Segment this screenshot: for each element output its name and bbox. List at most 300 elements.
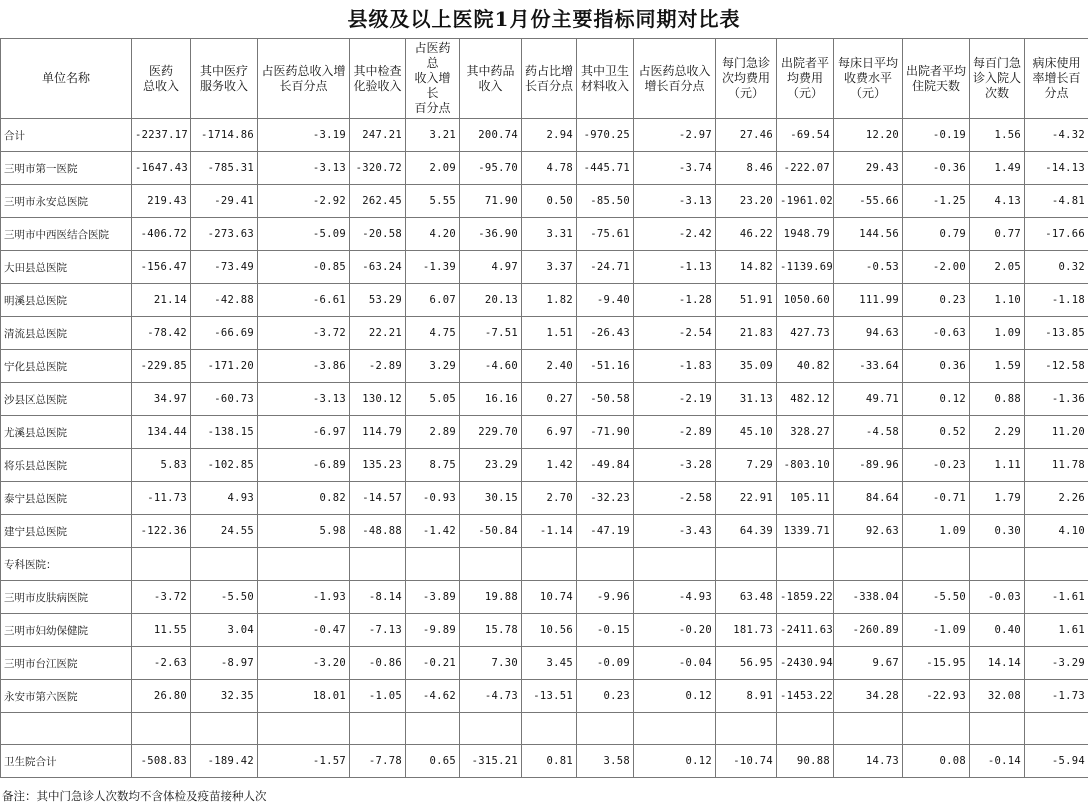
value-cell: 71.90 (460, 185, 522, 218)
value-cell: 0.79 (903, 218, 970, 251)
value-cell: -7.78 (350, 745, 406, 778)
value-cell: 46.22 (716, 218, 777, 251)
value-cell: 0.12 (634, 745, 716, 778)
value-cell: 15.78 (460, 614, 522, 647)
value-cell: -1.36 (1025, 383, 1088, 416)
value-cell: -3.19 (258, 119, 350, 152)
value-cell: 3.37 (522, 251, 577, 284)
value-cell: -50.84 (460, 515, 522, 548)
value-cell: 1.42 (522, 449, 577, 482)
value-cell: 20.13 (460, 284, 522, 317)
empty-cell (350, 548, 406, 581)
value-cell: 23.20 (716, 185, 777, 218)
section-row (1, 548, 1088, 581)
table-row (1, 185, 1088, 218)
value-cell: 45.10 (716, 416, 777, 449)
value-cell: -8.14 (350, 581, 406, 614)
value-cell: -2237.17 (132, 119, 191, 152)
value-cell: 0.12 (634, 680, 716, 713)
value-cell: -445.71 (577, 152, 634, 185)
value-cell: 49.71 (834, 383, 903, 416)
value-cell: -1.42 (406, 515, 460, 548)
value-cell: 53.29 (350, 284, 406, 317)
table-row (1, 482, 1088, 515)
value-cell: 2.70 (522, 482, 577, 515)
column-header: 出院者平 均费用 （元） (777, 39, 834, 119)
table-row (1, 317, 1088, 350)
value-cell: -0.85 (258, 251, 350, 284)
value-cell: 8.91 (716, 680, 777, 713)
value-cell: -0.86 (350, 647, 406, 680)
value-cell: 92.63 (834, 515, 903, 548)
value-cell: -3.13 (258, 152, 350, 185)
value-cell: -0.03 (970, 581, 1025, 614)
empty-cell (634, 548, 716, 581)
value-cell: -9.96 (577, 581, 634, 614)
empty-cell (577, 548, 634, 581)
value-cell: 0.65 (406, 745, 460, 778)
empty-cell (460, 713, 522, 745)
value-cell: -33.64 (834, 350, 903, 383)
empty-cell (903, 548, 970, 581)
value-cell: -2.63 (132, 647, 191, 680)
value-cell: -89.96 (834, 449, 903, 482)
value-cell: 200.74 (460, 119, 522, 152)
value-cell: 0.12 (903, 383, 970, 416)
value-cell: -1.57 (258, 745, 350, 778)
value-cell: 24.55 (191, 515, 258, 548)
value-cell: 29.43 (834, 152, 903, 185)
empty-cell (132, 713, 191, 745)
page-title: 县级及以上医院1月份主要指标同期对比表 (347, 7, 741, 31)
column-header: 占医药总 收入增长 百分点 (406, 39, 460, 119)
value-cell: -75.61 (577, 218, 634, 251)
value-cell: 181.73 (716, 614, 777, 647)
value-cell: -0.19 (903, 119, 970, 152)
value-cell: -2.42 (634, 218, 716, 251)
value-cell: -36.90 (460, 218, 522, 251)
value-cell: 32.35 (191, 680, 258, 713)
value-cell: -2.00 (903, 251, 970, 284)
unit-name-cell: 三明市中西医结合医院 (1, 218, 132, 251)
value-cell: -970.25 (577, 119, 634, 152)
value-cell: -4.81 (1025, 185, 1088, 218)
value-cell: 6.07 (406, 284, 460, 317)
value-cell: -29.41 (191, 185, 258, 218)
unit-name-cell: 三明市永安总医院 (1, 185, 132, 218)
table-row (1, 218, 1088, 251)
value-cell: 4.20 (406, 218, 460, 251)
value-cell: -189.42 (191, 745, 258, 778)
value-cell: 4.10 (1025, 515, 1088, 548)
value-cell: 2.40 (522, 350, 577, 383)
value-cell: -1.05 (350, 680, 406, 713)
value-cell: -5.94 (1025, 745, 1088, 778)
value-cell: -4.73 (460, 680, 522, 713)
value-cell: 134.44 (132, 416, 191, 449)
value-cell: 35.09 (716, 350, 777, 383)
unit-name-cell: 大田县总医院 (1, 251, 132, 284)
value-cell: -7.51 (460, 317, 522, 350)
empty-cell (1025, 548, 1088, 581)
value-cell: -1.14 (522, 515, 577, 548)
value-cell: -785.31 (191, 152, 258, 185)
table-row (1, 284, 1088, 317)
unit-name-cell: 尤溪县总医院 (1, 416, 132, 449)
empty-cell (777, 548, 834, 581)
empty-cell (970, 548, 1025, 581)
value-cell: -0.04 (634, 647, 716, 680)
value-cell: -3.20 (258, 647, 350, 680)
value-cell: 14.73 (834, 745, 903, 778)
value-cell: -13.51 (522, 680, 577, 713)
value-cell: -2.54 (634, 317, 716, 350)
value-cell: 3.31 (522, 218, 577, 251)
value-cell: -0.15 (577, 614, 634, 647)
value-cell: -2430.94 (777, 647, 834, 680)
value-cell: -3.43 (634, 515, 716, 548)
value-cell: -406.72 (132, 218, 191, 251)
value-cell: -4.62 (406, 680, 460, 713)
value-cell: 0.77 (970, 218, 1025, 251)
value-cell: -0.14 (970, 745, 1025, 778)
value-cell: -6.61 (258, 284, 350, 317)
value-cell: 1.10 (970, 284, 1025, 317)
table-row (1, 383, 1088, 416)
value-cell: -3.86 (258, 350, 350, 383)
column-header: 病床使用 率增长百 分点 (1025, 39, 1088, 119)
value-cell: -15.95 (903, 647, 970, 680)
value-cell: 34.28 (834, 680, 903, 713)
column-header: 药占比增 长百分点 (522, 39, 577, 119)
value-cell: 21.14 (132, 284, 191, 317)
table-row (1, 680, 1088, 713)
empty-cell (258, 713, 350, 745)
value-cell: -222.07 (777, 152, 834, 185)
unit-name-cell: 宁化县总医院 (1, 350, 132, 383)
value-cell: -26.43 (577, 317, 634, 350)
value-cell: 0.27 (522, 383, 577, 416)
value-cell: 482.12 (777, 383, 834, 416)
value-cell: 84.64 (834, 482, 903, 515)
value-cell: -8.97 (191, 647, 258, 680)
value-cell: -1.13 (634, 251, 716, 284)
value-cell: -66.69 (191, 317, 258, 350)
value-cell: 5.55 (406, 185, 460, 218)
value-cell: 19.88 (460, 581, 522, 614)
value-cell: -5.50 (903, 581, 970, 614)
value-cell: 114.79 (350, 416, 406, 449)
column-header: 每门急诊 次均费用 （元） (716, 39, 777, 119)
column-header: 每床日平均 收费水平 （元） (834, 39, 903, 119)
value-cell: -1.61 (1025, 581, 1088, 614)
value-cell: 3.45 (522, 647, 577, 680)
value-cell: -1.25 (903, 185, 970, 218)
empty-cell (716, 713, 777, 745)
value-cell: 5.05 (406, 383, 460, 416)
value-cell: -69.54 (777, 119, 834, 152)
value-cell: 12.20 (834, 119, 903, 152)
value-cell: -3.72 (258, 317, 350, 350)
value-cell: -4.60 (460, 350, 522, 383)
value-cell: -1139.69 (777, 251, 834, 284)
empty-cell (406, 548, 460, 581)
value-cell: 8.46 (716, 152, 777, 185)
value-cell: -49.84 (577, 449, 634, 482)
value-cell: 0.36 (903, 350, 970, 383)
value-cell: -2.58 (634, 482, 716, 515)
value-cell: 14.14 (970, 647, 1025, 680)
value-cell: 2.89 (406, 416, 460, 449)
value-cell: -50.58 (577, 383, 634, 416)
value-cell: 1.61 (1025, 614, 1088, 647)
empty-cell (191, 713, 258, 745)
value-cell: -2.89 (634, 416, 716, 449)
value-cell: 2.29 (970, 416, 1025, 449)
value-cell: 105.11 (777, 482, 834, 515)
value-cell: -3.89 (406, 581, 460, 614)
value-cell: -5.09 (258, 218, 350, 251)
value-cell: -48.88 (350, 515, 406, 548)
value-cell: 7.29 (716, 449, 777, 482)
empty-cell (132, 548, 191, 581)
unit-name-cell: 三明市皮肤病医院 (1, 581, 132, 614)
value-cell: -3.74 (634, 152, 716, 185)
value-cell: 144.56 (834, 218, 903, 251)
value-cell: -320.72 (350, 152, 406, 185)
value-cell: -229.85 (132, 350, 191, 383)
unit-name-cell: 将乐县总医院 (1, 449, 132, 482)
value-cell: -1859.22 (777, 581, 834, 614)
value-cell: -13.85 (1025, 317, 1088, 350)
value-cell: 130.12 (350, 383, 406, 416)
table-row (1, 581, 1088, 614)
value-cell: 63.48 (716, 581, 777, 614)
value-cell: -102.85 (191, 449, 258, 482)
value-cell: 18.01 (258, 680, 350, 713)
table-row (1, 251, 1088, 284)
column-header: 其中检查 化验收入 (350, 39, 406, 119)
value-cell: -10.74 (716, 745, 777, 778)
value-cell: -22.93 (903, 680, 970, 713)
value-cell: 22.21 (350, 317, 406, 350)
empty-cell (258, 548, 350, 581)
value-cell: -0.71 (903, 482, 970, 515)
value-cell: -12.58 (1025, 350, 1088, 383)
value-cell: -0.21 (406, 647, 460, 680)
value-cell: -1961.02 (777, 185, 834, 218)
empty-cell (350, 713, 406, 745)
value-cell: 1.49 (970, 152, 1025, 185)
value-cell: -4.58 (834, 416, 903, 449)
value-cell: 4.93 (191, 482, 258, 515)
value-cell: -1.39 (406, 251, 460, 284)
value-cell: 229.70 (460, 416, 522, 449)
value-cell: -3.28 (634, 449, 716, 482)
unit-name-cell: 三明市台江医院 (1, 647, 132, 680)
value-cell: -3.72 (132, 581, 191, 614)
value-cell: 10.56 (522, 614, 577, 647)
value-cell: -2.97 (634, 119, 716, 152)
value-cell: -1.28 (634, 284, 716, 317)
value-cell: -508.83 (132, 745, 191, 778)
value-cell: 2.09 (406, 152, 460, 185)
value-cell: 0.08 (903, 745, 970, 778)
empty-cell (777, 713, 834, 745)
value-cell: 262.45 (350, 185, 406, 218)
value-cell: 3.29 (406, 350, 460, 383)
value-cell: 23.29 (460, 449, 522, 482)
column-header: 出院者平均 住院天数 (903, 39, 970, 119)
value-cell: 3.21 (406, 119, 460, 152)
value-cell: -51.16 (577, 350, 634, 383)
column-header: 占医药总收入 增长百分点 (634, 39, 716, 119)
value-cell: -1.83 (634, 350, 716, 383)
value-cell: -2.89 (350, 350, 406, 383)
value-cell: -6.89 (258, 449, 350, 482)
value-cell: -803.10 (777, 449, 834, 482)
footnote: 备注：其中门急诊人次数均不含体检及疫苗接种人次 (2, 789, 267, 803)
value-cell: 1.56 (970, 119, 1025, 152)
value-cell: 3.04 (191, 614, 258, 647)
value-cell: -3.29 (1025, 647, 1088, 680)
value-cell: 0.82 (258, 482, 350, 515)
unit-name-cell: 明溪县总医院 (1, 284, 132, 317)
value-cell: 0.23 (577, 680, 634, 713)
value-cell: -0.36 (903, 152, 970, 185)
value-cell: -7.13 (350, 614, 406, 647)
empty-cell (522, 548, 577, 581)
total-row (1, 745, 1088, 778)
value-cell: 427.73 (777, 317, 834, 350)
value-cell: 6.97 (522, 416, 577, 449)
unit-name-cell: 永安市第六医院 (1, 680, 132, 713)
table-row (1, 152, 1088, 185)
unit-name-cell: 清流县总医院 (1, 317, 132, 350)
value-cell: 0.23 (903, 284, 970, 317)
value-cell: 3.58 (577, 745, 634, 778)
empty-cell (716, 548, 777, 581)
empty-cell (460, 548, 522, 581)
value-cell: -71.90 (577, 416, 634, 449)
value-cell: 10.74 (522, 581, 577, 614)
unit-name-cell: 三明市妇幼保健院 (1, 614, 132, 647)
value-cell: -11.73 (132, 482, 191, 515)
value-cell: 7.30 (460, 647, 522, 680)
table-row (1, 614, 1088, 647)
value-cell: -78.42 (132, 317, 191, 350)
empty-cell (191, 548, 258, 581)
value-cell: 1.11 (970, 449, 1025, 482)
value-cell: 5.98 (258, 515, 350, 548)
spacer-row (1, 713, 1088, 745)
value-cell: 11.55 (132, 614, 191, 647)
unit-name-cell: 建宁县总医院 (1, 515, 132, 548)
value-cell: -1.09 (903, 614, 970, 647)
value-cell: -260.89 (834, 614, 903, 647)
value-cell: 2.26 (1025, 482, 1088, 515)
value-cell: -85.50 (577, 185, 634, 218)
empty-cell (634, 713, 716, 745)
value-cell: 1.82 (522, 284, 577, 317)
value-cell: 0.52 (903, 416, 970, 449)
value-cell: -0.93 (406, 482, 460, 515)
column-header: 其中卫生 材料收入 (577, 39, 634, 119)
value-cell: -171.20 (191, 350, 258, 383)
table-row (1, 515, 1088, 548)
value-cell: -60.73 (191, 383, 258, 416)
value-cell: 111.99 (834, 284, 903, 317)
value-cell: -2411.63 (777, 614, 834, 647)
value-cell: -14.57 (350, 482, 406, 515)
value-cell: 328.27 (777, 416, 834, 449)
value-cell: -17.66 (1025, 218, 1088, 251)
value-cell: -122.36 (132, 515, 191, 548)
value-cell: -47.19 (577, 515, 634, 548)
value-cell: 27.46 (716, 119, 777, 152)
value-cell: -0.47 (258, 614, 350, 647)
value-cell: 5.83 (132, 449, 191, 482)
unit-name-cell: 合计 (1, 119, 132, 152)
value-cell: -32.23 (577, 482, 634, 515)
value-cell: -95.70 (460, 152, 522, 185)
value-cell: 56.95 (716, 647, 777, 680)
value-cell: -0.09 (577, 647, 634, 680)
table-row (1, 647, 1088, 680)
value-cell: -14.13 (1025, 152, 1088, 185)
value-cell: 2.94 (522, 119, 577, 152)
table-row (1, 119, 1088, 152)
header-row (1, 39, 1088, 119)
value-cell: 9.67 (834, 647, 903, 680)
value-cell: 34.97 (132, 383, 191, 416)
value-cell: 247.21 (350, 119, 406, 152)
value-cell: 1.09 (903, 515, 970, 548)
value-cell: -6.97 (258, 416, 350, 449)
value-cell: -0.23 (903, 449, 970, 482)
value-cell: 4.75 (406, 317, 460, 350)
value-cell: -338.04 (834, 581, 903, 614)
value-cell: 40.82 (777, 350, 834, 383)
value-cell: 1.09 (970, 317, 1025, 350)
column-header: 每百门急 诊入院人 次数 (970, 39, 1025, 119)
value-cell: -63.24 (350, 251, 406, 284)
value-cell: -0.53 (834, 251, 903, 284)
section-label: 专科医院： (1, 548, 132, 581)
table-row (1, 350, 1088, 383)
value-cell: -4.32 (1025, 119, 1088, 152)
value-cell: 94.63 (834, 317, 903, 350)
value-cell: 1.51 (522, 317, 577, 350)
value-cell: 26.80 (132, 680, 191, 713)
empty-cell (834, 713, 903, 745)
value-cell: -138.15 (191, 416, 258, 449)
value-cell: 0.30 (970, 515, 1025, 548)
empty-cell (577, 713, 634, 745)
value-cell: 1.79 (970, 482, 1025, 515)
value-cell: -1714.86 (191, 119, 258, 152)
indicator-table (0, 38, 1088, 778)
value-cell: 90.88 (777, 745, 834, 778)
table-row (1, 449, 1088, 482)
value-cell: -4.93 (634, 581, 716, 614)
column-header: 占医药总收入增 长百分点 (258, 39, 350, 119)
value-cell: 4.78 (522, 152, 577, 185)
column-header: 单位名称 (1, 39, 132, 119)
value-cell: 64.39 (716, 515, 777, 548)
value-cell: -156.47 (132, 251, 191, 284)
empty-cell (522, 713, 577, 745)
